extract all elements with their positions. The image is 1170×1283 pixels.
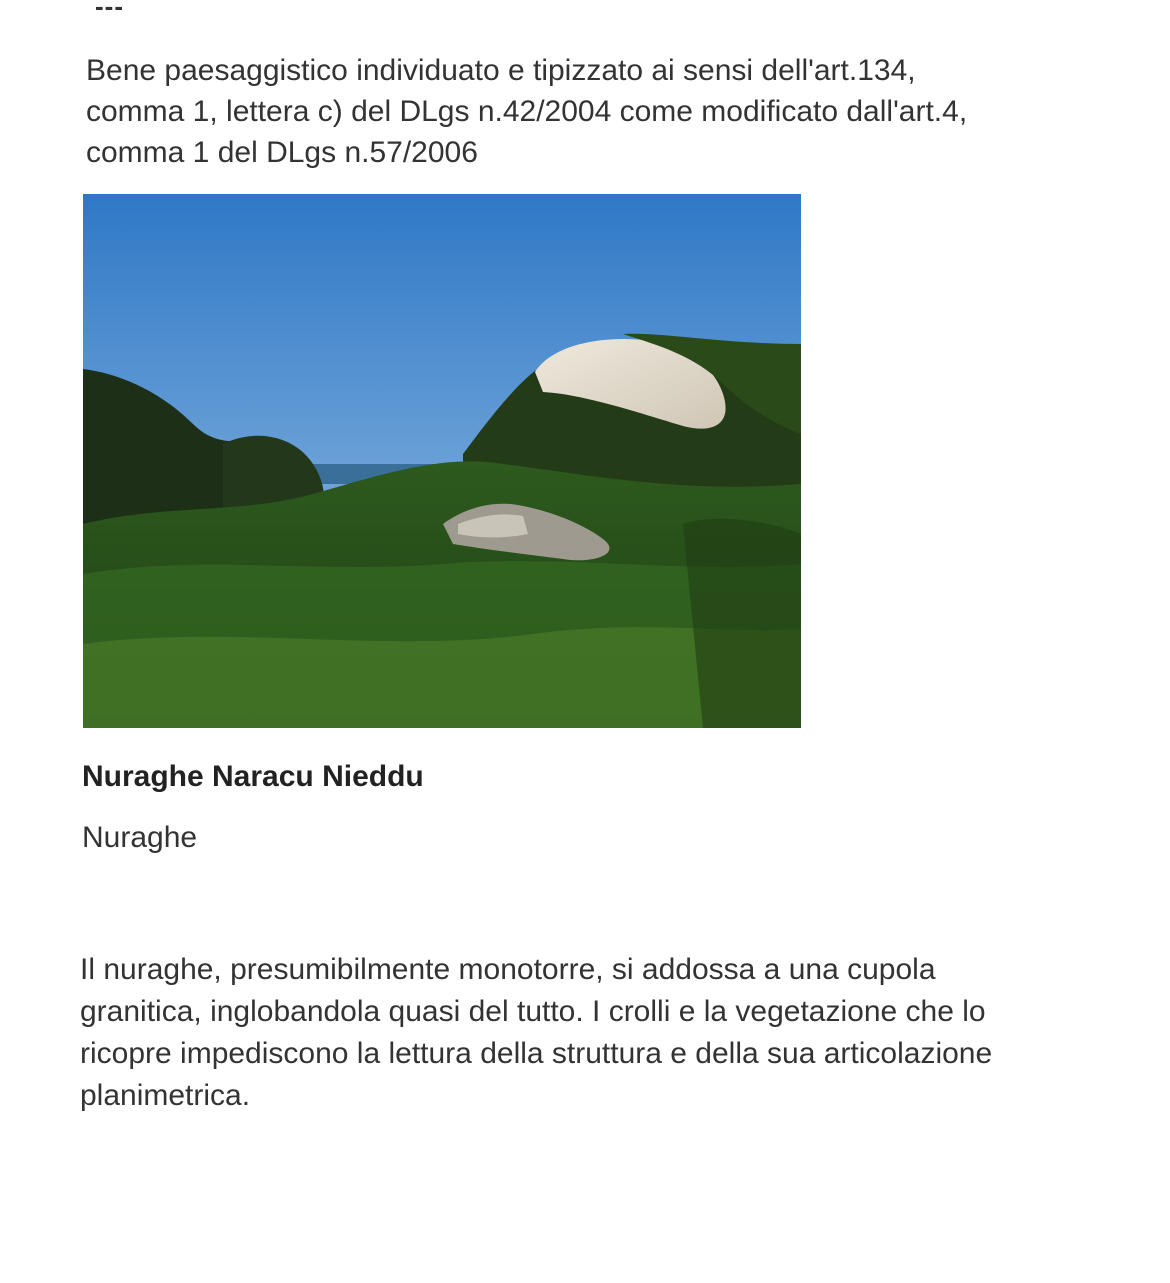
landscape-photo xyxy=(83,194,801,728)
site-name: Nuraghe Naracu Nieddu xyxy=(82,760,424,793)
legal-reference-line: Bene paesaggistico individuato e tipizzato ai sensi dell'art.134, xyxy=(86,54,916,87)
description-line: granitica, inglobandola quasi del tutto. I crolli e la vegetazione che lo xyxy=(80,995,986,1028)
landscape-photo-icon xyxy=(83,194,801,728)
legal-reference-line: comma 1 del DLgs n.57/2006 xyxy=(86,136,478,169)
site-type: Nuraghe xyxy=(82,821,198,854)
site-description xyxy=(80,949,1140,1117)
top-dash-mark: --- xyxy=(95,0,124,21)
description-line: planimetrica. xyxy=(80,1079,251,1112)
description-line: Il nuraghe, presumibilmente monotorre, si addossa a una cupola xyxy=(80,953,936,986)
legal-reference-line: comma 1, lettera c) del DLgs n.42/2004 come modificato dall'art.4, xyxy=(86,95,968,128)
legal-reference-text xyxy=(86,50,1126,173)
description-line: ricopre impediscono la lettura della struttura e della sua articolazione xyxy=(80,1037,993,1070)
